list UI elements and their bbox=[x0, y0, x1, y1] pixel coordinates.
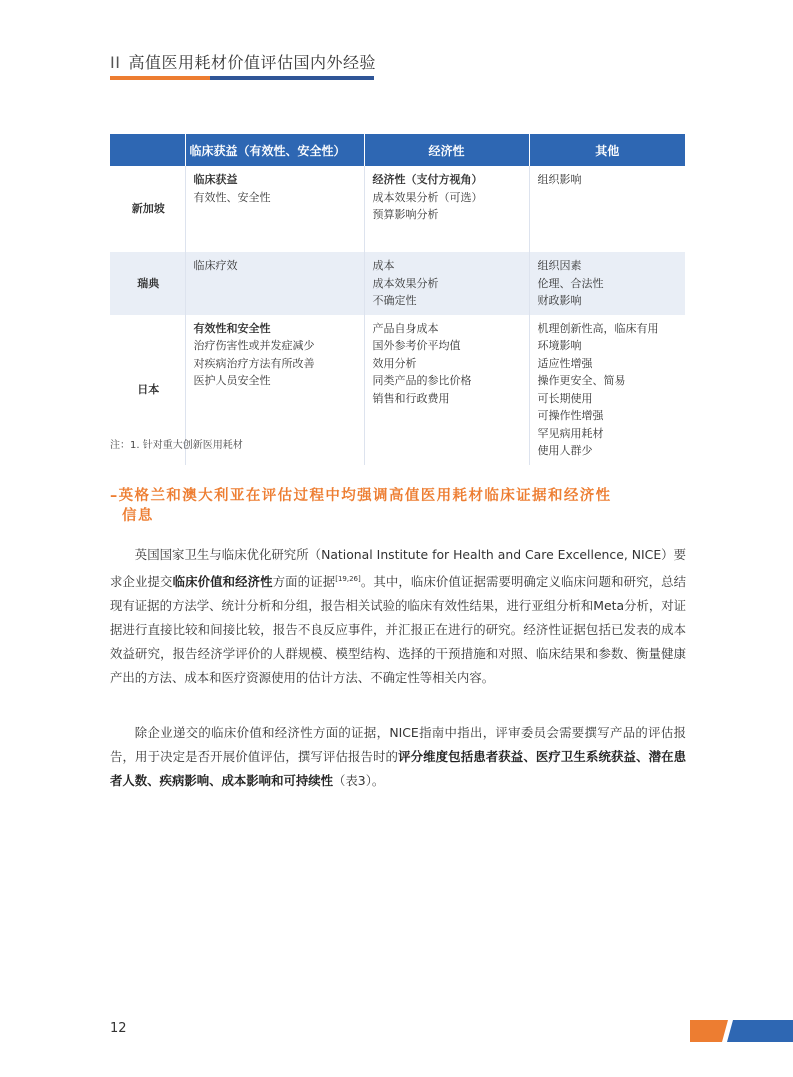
table-row bbox=[110, 252, 685, 315]
table-header-row bbox=[110, 134, 685, 166]
page-header bbox=[110, 50, 376, 73]
other-cell: 组织因素 伦理、合法性 财政影响 bbox=[529, 252, 685, 315]
table-header-country bbox=[110, 134, 185, 166]
table-header-economic: 经济性 bbox=[364, 134, 529, 166]
country-cell: 日本 bbox=[110, 315, 185, 465]
clinical-cell: 临床疗效 bbox=[185, 252, 364, 315]
country-cell: 新加坡 bbox=[110, 166, 185, 252]
citation-ref: [19,26] bbox=[335, 575, 361, 583]
other-cell: 机理创新性高，临床有用 环境影响 适应性增强 操作更安全、简易 可长期使用 可操作性增强 罕见病用耗材 使用人群少 bbox=[529, 315, 685, 465]
economic-cell: 成本 成本效果分析 不确定性 bbox=[364, 252, 529, 315]
country-cell: 瑞典 bbox=[110, 252, 185, 315]
section-heading: –英格兰和澳大利亚在评估过程中均强调高值医用耗材临床证据和经济性 信息 bbox=[110, 488, 612, 524]
clinical-cell: 临床获益 有效性、安全性 bbox=[185, 166, 364, 252]
comparison-table bbox=[110, 134, 685, 465]
page-number: 12 bbox=[110, 1021, 127, 1036]
header-underline bbox=[110, 76, 374, 80]
body-paragraph: 除企业递交的临床价值和经济性方面的证据，NICE指南中指出，评审委员会需要撰写产品的评估报告，用于决定是否开展价值评估，撰写评估报告时的评分维度包括患者获益、医疗卫生系统获益、潜在患者人数、疾病影响、成本影响和可持续性（表3）。 bbox=[110, 725, 687, 788]
table-row bbox=[110, 166, 685, 252]
clinical-cell: 有效性和安全性 治疗伤害性或并发症减少 对疾病治疗方法有所改善 医护人员安全性 bbox=[185, 315, 364, 465]
other-cell: 组织影响 bbox=[529, 166, 685, 252]
footer-decoration bbox=[690, 1020, 793, 1042]
economic-cell: 产品自身成本 国外参考价平均值 效用分析 同类产品的参比价格 销售和行政费用 bbox=[364, 315, 529, 465]
header-title: II 高值医用耗材价值评估国内外经验 bbox=[110, 53, 376, 72]
economic-cell: 经济性（支付方视角） 成本效果分析（可选） 预算影响分析 bbox=[364, 166, 529, 252]
body-paragraph: 英国国家卫生与临床优化研究所（National Institute for Health and Care Excellence, NICE）要求企业提交临床价值和经济性方面的证据[19,26]。其中，临床价值证据需要明确定义临床问题和研究，总结现有证据的方法学、统计分析和分组，报告相关试验的临床有效性结果，进行亚组分析和Meta分析，对证据进行直接比较和间接比较，报告不良反应事件，并汇报正在进行的研究。经济性证据包括已发表的成本效益研究，报告经济学评价的人群规模、模型结构、选择的干预措施和对照、临床结果和参数、衡量健康产出的方法、成本和医疗资源使用的估计方法、不确定性等相关内容。 bbox=[110, 547, 687, 686]
table-header-clinical: 临床获益（有效性、安全性） bbox=[185, 134, 364, 166]
table-note: 注：1. 针对重大创新医用耗材 bbox=[110, 440, 243, 451]
table-header-other: 其他 bbox=[529, 134, 685, 166]
